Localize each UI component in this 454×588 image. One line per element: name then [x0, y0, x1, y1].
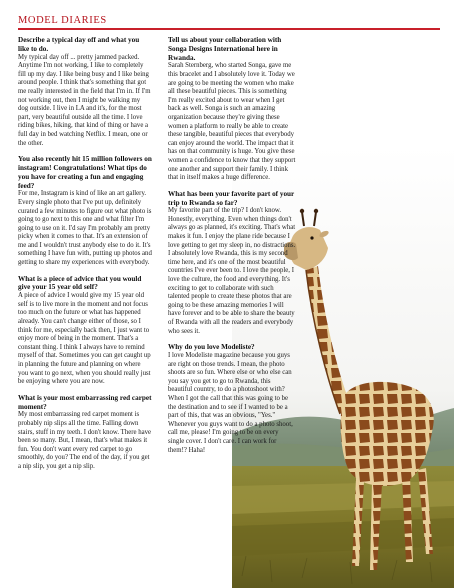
question: You also recently hit 15 million followers on instagram! Congratulations! What tips do you have for creating a fun and engaging feed? [18, 155, 152, 190]
left-column [18, 36, 152, 479]
answer: A piece of advice I would give my 15 year old self is to live more in the moment and not focus too much on the future or what has happened already. You can't change either of those, so I think for me, especially back then, I just want to enjoy more of being in the moment. That's a constant thing. I think I always have to remind myself of that. Sometimes you can get caught up in planning the future and planning on where you want to go next, when you should really just be enjoying where you are now. [18, 292, 151, 386]
question: What is your most embarrassing red carpet moment? [18, 393, 152, 411]
section-title: MODEL DIARIES [18, 15, 107, 26]
answer: My typical day off ... pretty jammed packed. Anytime I'm not working, I like to completely fill up my day. I like being busy and I like being around people. I think that's something that got me really interested in the field that I'm in. If I'm not working out, then I might be walking my dog outside. I live in LA and it's, for the most part, very beautiful outside all the time. I love riding bikes, hiking, that kind of thing or have a full day in bed watching Netflix. I mean, one or the other. [18, 53, 151, 147]
page-header [18, 14, 440, 30]
right-column [168, 36, 296, 462]
header-rule [18, 28, 440, 30]
answer: Sarah Sternberg, who started Songa, gave me this bracelet and I absolutely love it. Today we are going to be meeting the women who make all these beautiful pieces. This is something I'm really excited about to wear when I get back as well. Songa is such an amazing organization because they're giving these women a platform to really be able to create these tangible, beautiful pieces that everybody can enjoy around the world. The impact that it has on that community is huge. You give these women a confidence to know that they support one another and support their family. I think that in itself makes a huge difference. [168, 62, 296, 182]
answer: For me, Instagram is kind of like an art gallery. Every single photo that I've put up, definitely curated a few minutes to figure out what photo is going to go next to this one and what filter I'm going to use on it. I'd say I'm probably am pretty picky when it comes to that. It's an extension of me and I wouldn't trust anybody else to do it. It's something I have fun with, putting up photos and getting to share my experiences with everybody. [18, 190, 152, 267]
answer: I love Modeliste magazine because you guys are right on those trends. I mean, the photo shoots are so fun. Where else or who else can you say you get to go to Rwanda, this beautiful country, to do a photoshoot with? When I got the call that this was going to be the destination and to see if I wanted to be a part of this, that was an obvious, "Yes." Whenever you guys want to do a photo shoot, call me, please! I'm going to be on every single cover. I don't care. I can work for them!? Haha! [168, 352, 293, 454]
question: What is a piece of advice that you would give your 15 year old self? [18, 274, 142, 292]
answer: My most embarrassing red carpet moment is probably nip slips all the time. Falling down stairs, stuff in my teeth. I don't know. There have been so many. But, I mean, that's what makes it fun. You don't want every red carpet to go smoothly, do you? The end of the day, if you get a nip slip, you get a nip slip. [18, 411, 152, 470]
question: What has been your favorite part of your trip to Rwanda so far? [168, 189, 295, 207]
question: Why do you love Modeliste? [168, 343, 255, 352]
answer: My favorite part of the trip? I don't know. Honestly, everything. Even when things don't always go as planned, it's exciting. That's what makes it fun. I enjoy the plane ride because I love getting to get my sleep in, no distractions. I absolutely love Rwanda, this is my second time here, and it's one of the most beautiful countries I've ever been to. I love the people, I love the culture, the food and everything. It's exciting to get to collaborate with such talented people to create these photos that are going to be these amazing memories I will have forever and to be able to share the beauty of Rwanda with all the readers and everybody who sees it. [168, 207, 296, 335]
question: Tell us about your collaboration with Songa Designs International here in Rwanda. [168, 36, 282, 62]
question: Describe a typical day off and what you like to do. [18, 36, 140, 53]
